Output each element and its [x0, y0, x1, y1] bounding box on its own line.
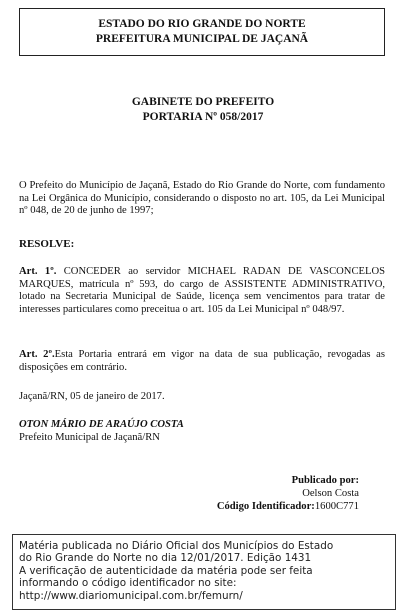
- document-title: [0, 95, 406, 125]
- identifier-code: 1600C771: [314, 501, 359, 512]
- footer-line-1: Matéria publicada no Diário Oficial dos Municípios do Estado: [19, 540, 334, 552]
- footer-url: http://www.diariomunicipal.com.br/femurn/: [19, 589, 243, 602]
- footer-line-3: A verificação de autenticidade da matéria pode ser feita: [19, 564, 313, 577]
- signatory-name: OTON MÁRIO DE ARAÚJO COSTA: [19, 419, 184, 430]
- published-by-name: Oelson Costa: [302, 488, 359, 499]
- intro-paragraph: O Prefeito do Município de Jaçanã, Estado do Rio Grande do Norte, com fundamento na Lei Orgânica do Município, considerando o disposto no art. 105, da Lei Municipal nº 048, de 20 de junho de 1997;: [19, 180, 385, 217]
- article-2-label: Art. 2º.: [19, 349, 55, 360]
- identifier-code-line: [99, 500, 359, 513]
- signatory-role: Prefeito Municipal de Jaçanã/RN: [19, 432, 160, 443]
- article-2: [19, 349, 385, 374]
- header-box: [19, 8, 385, 56]
- article-1: [19, 266, 385, 316]
- published-by-label: Publicado por:: [291, 475, 359, 486]
- header-prefecture: PREFEITURA MUNICIPAL DE JAÇANÃ: [95, 33, 309, 45]
- article-2-text: Esta Portaria entrará em vigor na data de sua publicação, revogadas as disposições em contrário.: [19, 349, 385, 373]
- article-1-label: Art. 1º.: [19, 266, 57, 277]
- footer-line-2: do Rio Grande do Norte no dia 12/01/2017. Edição 1431: [19, 552, 312, 565]
- date-line: Jaçanã/RN, 05 de janeiro de 2017.: [19, 391, 165, 402]
- article-1-text: CONCEDER ao servidor MICHAEL RADAN DE VASCONCELOS MARQUES, matrícula nº 593, do cargo de ASSISTENTE ADMINISTRATIVO, lotado na Secretaria Municipal de Saúde, licença sem vencimentos para tratar de interesses particulares como preceitua o art. 105 da Lei Municipal nº 048/97.: [19, 266, 385, 315]
- title-ordinance-number: PORTARIA Nº 058/2017: [142, 111, 264, 123]
- footer-line-4: informando o código identificador no site:: [19, 577, 237, 590]
- publication-footer-box: [12, 534, 396, 610]
- title-office: GABINETE DO PREFEITO: [131, 96, 275, 108]
- publication-info: [99, 474, 359, 513]
- resolve-heading: RESOLVE:: [19, 238, 75, 250]
- identifier-code-label: Código Identificador:: [216, 501, 315, 512]
- header-state: ESTADO DO RIO GRANDE DO NORTE: [98, 18, 306, 30]
